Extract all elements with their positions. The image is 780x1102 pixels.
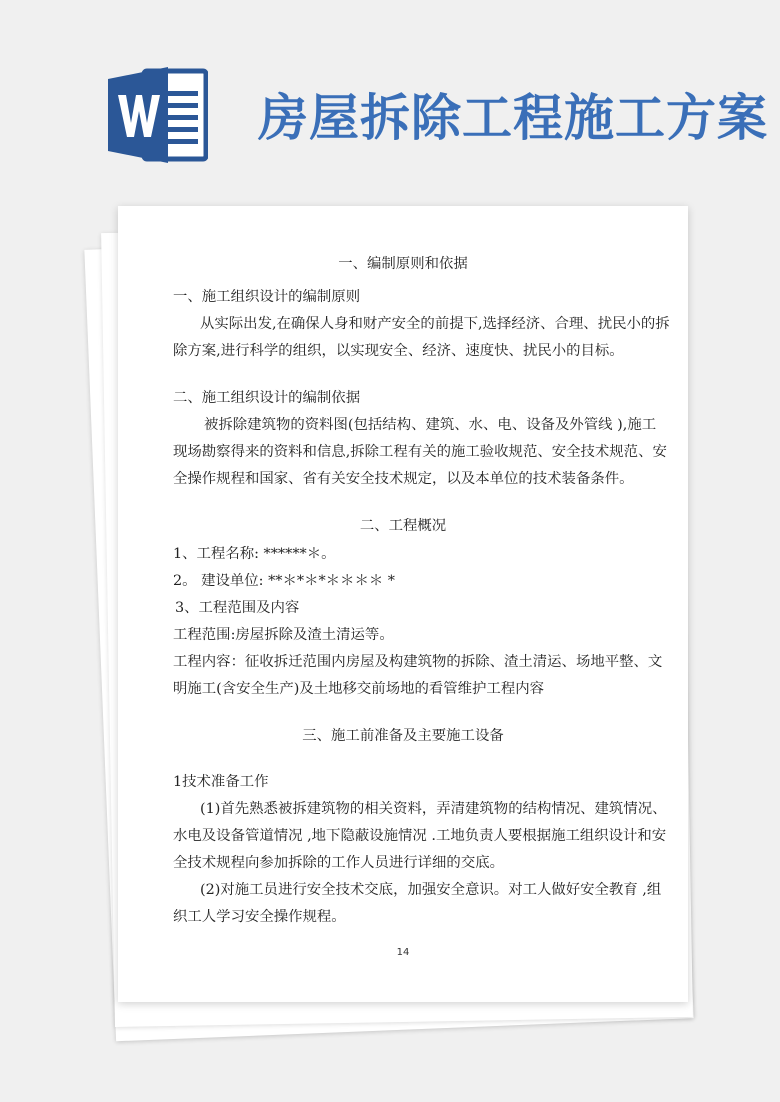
document-title: 房屋拆除工程施工方案 <box>258 89 768 147</box>
paragraph-line: 织工人学习安全操作规程。 <box>173 909 346 925</box>
subsection-heading: 3、工程范围及内容 <box>175 600 300 616</box>
section-heading: 一、编制原则和依据 <box>338 256 468 272</box>
paragraph-line: 工程范围:房屋拆除及渣土清运等。 <box>173 627 394 643</box>
subsection-heading: 1技术准备工作 <box>173 774 269 790</box>
page-number: 14 <box>396 947 410 958</box>
paragraph-line: 全技术规程向参加拆除的工作人员进行详细的交底。 <box>173 855 504 871</box>
section-heading: 三、施工前准备及主要施工设备 <box>302 728 504 744</box>
paragraph-line: 从实际出发,在确保人身和财产安全的前提下,选择经济、合理、扰民小的拆 <box>200 316 670 332</box>
paragraph-line: 水电及设备管道情况 ,地下隐蔽设施情况 .工地负责人要根据施工组织设计和安 <box>173 828 667 844</box>
paragraph-line: (2)对施工员进行安全技术交底，加强安全意识。对工人做好安全教育 ,组 <box>200 882 662 898</box>
paragraph-line: 全操作规程和国家、省有关安全技术规定，以及本单位的技术装备条件。 <box>173 471 634 487</box>
word-document-icon <box>108 67 208 163</box>
project-name-line: 1、工程名称: ******＊。 <box>173 546 336 562</box>
paragraph-line: 明施工(含安全生产)及土地移交前场地的看管维护工程内容 <box>173 681 544 697</box>
paragraph-line: 工程内容：征收拆迁范围内房屋及构建筑物的拆除、渣土清运、场地平整、文 <box>173 654 663 670</box>
paragraph-line: (1)首先熟悉被拆建筑物的相关资料，弄清建筑物的结构情况、建筑情况、 <box>200 801 667 817</box>
section-heading: 二、工程概况 <box>359 518 447 534</box>
paragraph-line: 现场勘察得来的资料和信息,拆除工程有关的施工验收规范、安全技术规范、安 <box>173 444 667 460</box>
subsection-heading: 二、施工组织设计的编制依据 <box>173 390 361 406</box>
paragraph-line: 除方案,进行科学的组织，以实现安全、经济、速度快、扰民小的目标。 <box>173 343 624 359</box>
paragraph-line: 被拆除建筑物的资料图(包括结构、建筑、水、电、设备及外管线 ),施工 <box>204 417 657 433</box>
subsection-heading: 一、施工组织设计的编制原则 <box>173 289 361 305</box>
document-page <box>118 206 688 1002</box>
header-banner <box>0 0 780 200</box>
builder-unit-line: 2。 建设单位: **＊*＊*＊＊＊＊ * <box>173 573 396 589</box>
